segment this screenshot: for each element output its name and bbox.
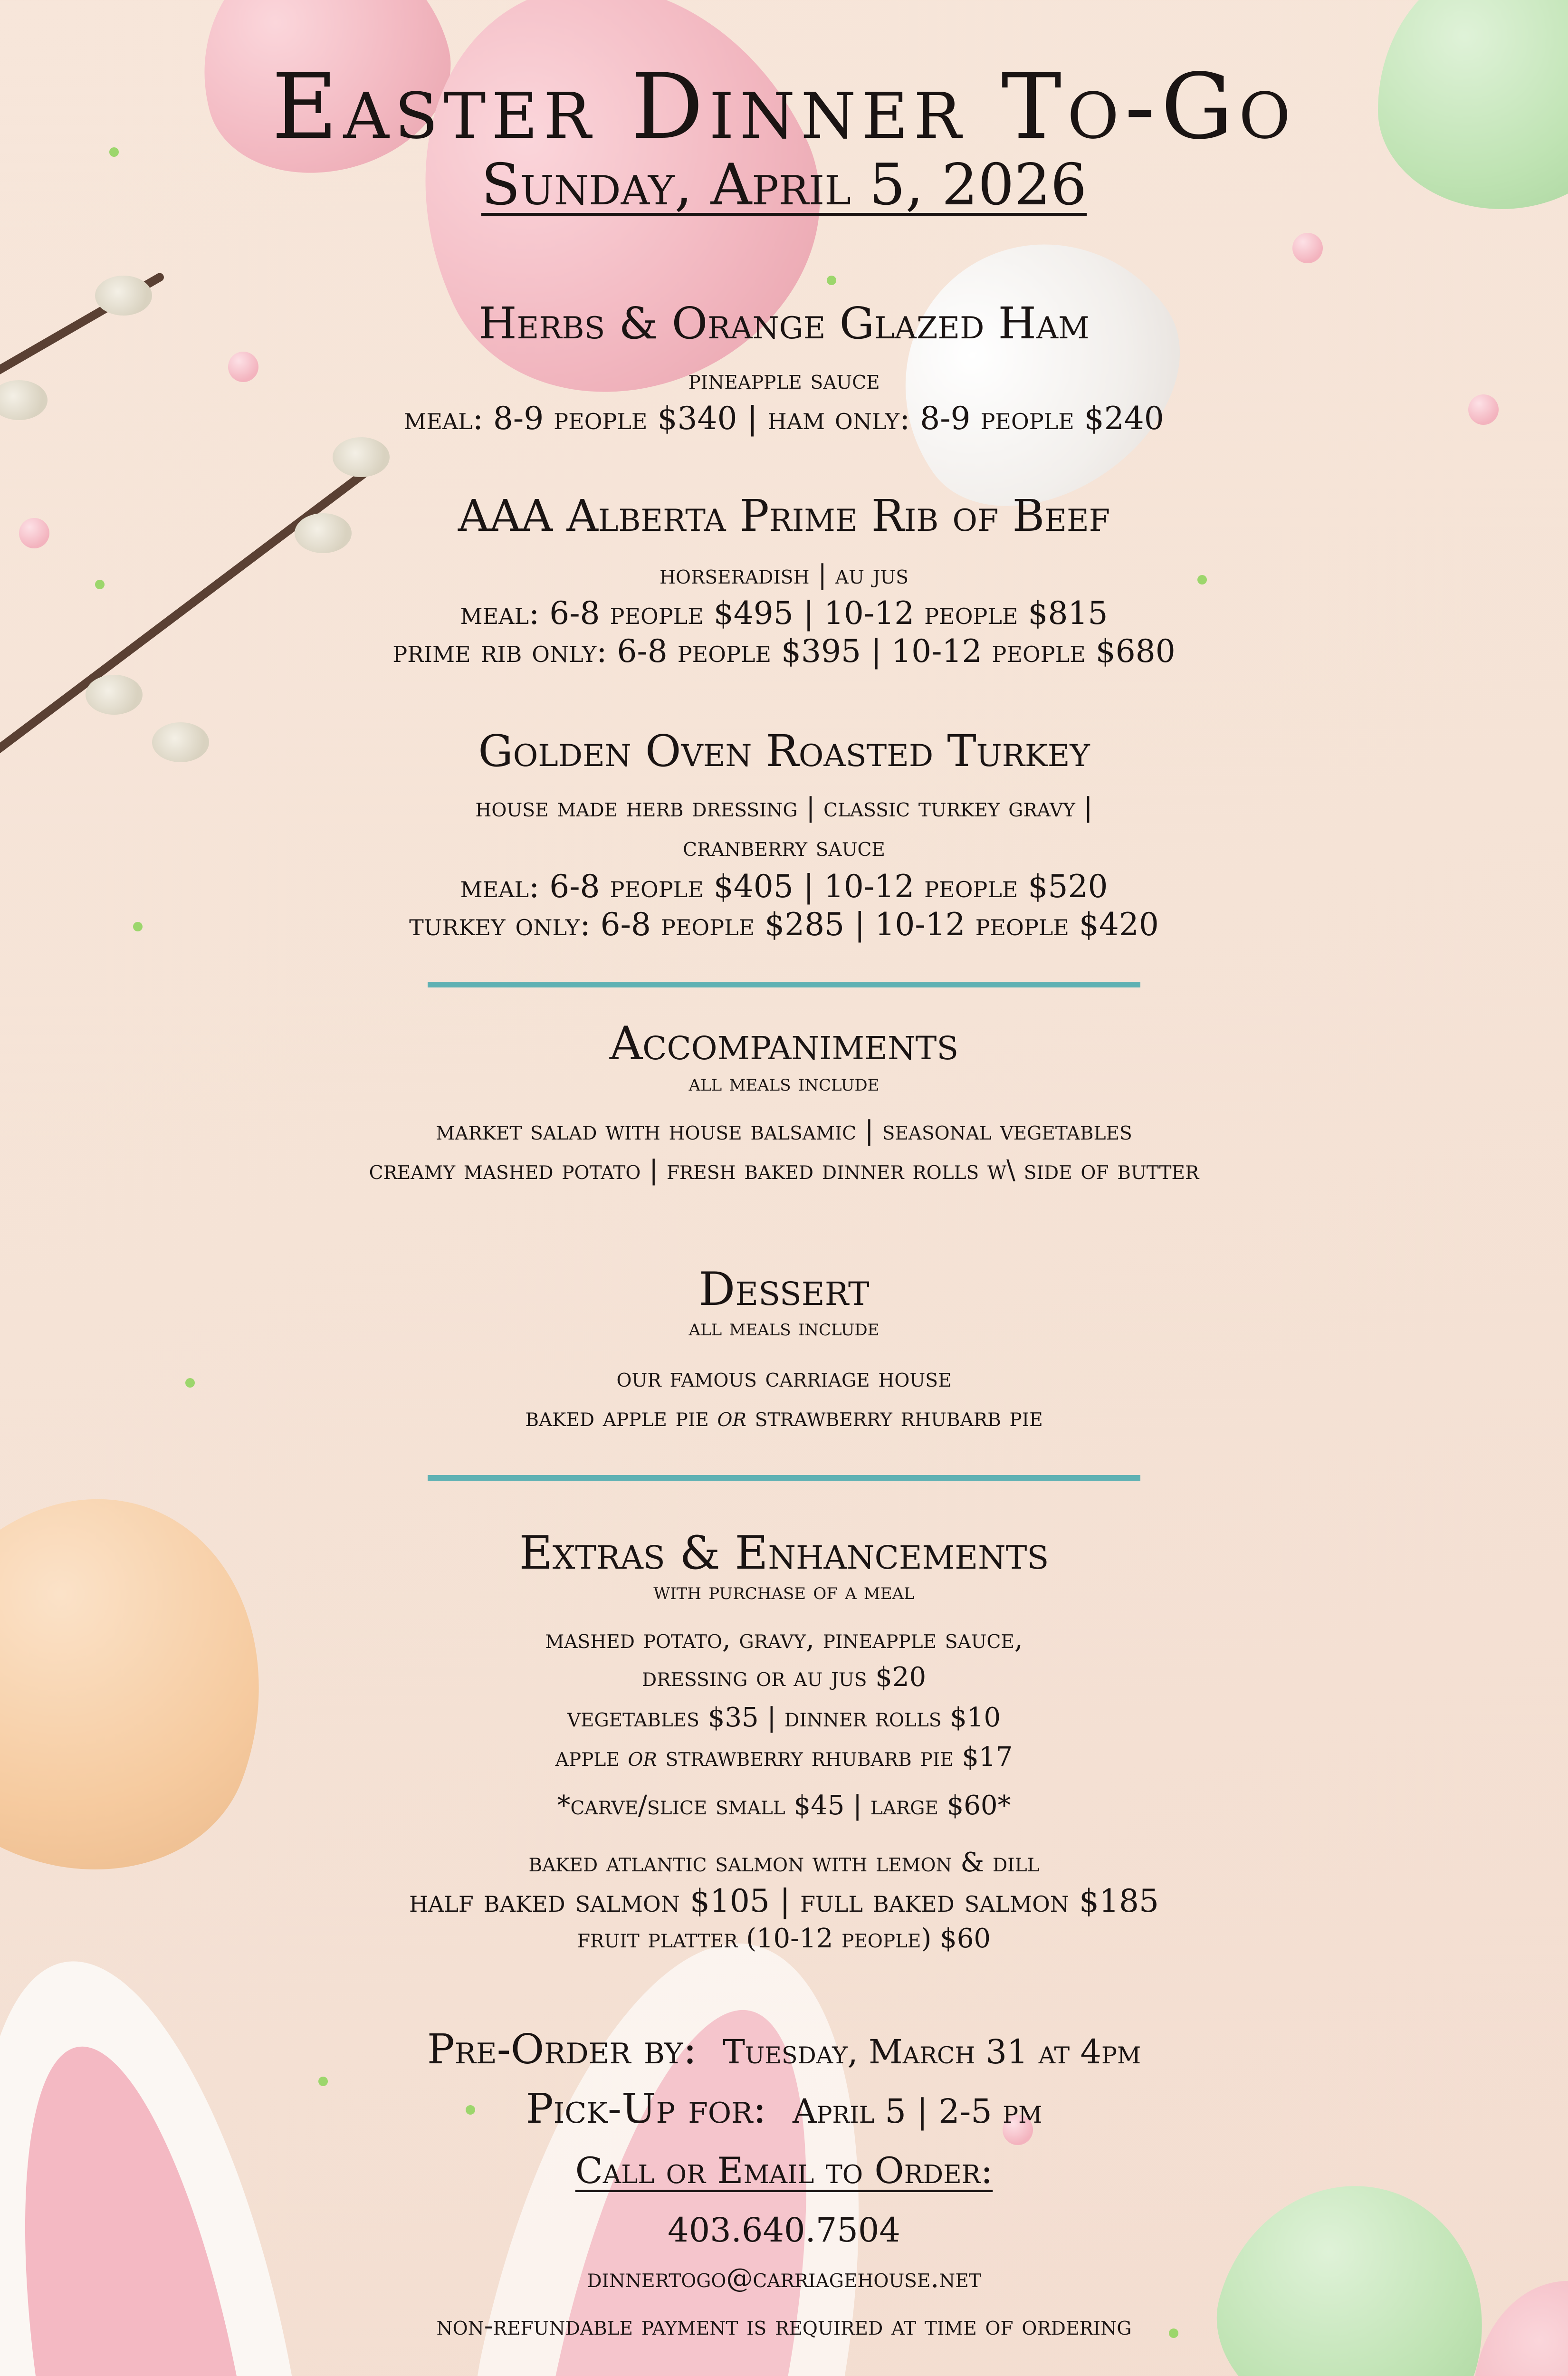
turkey-meal-prices: meal: 6-8 people $405 | 10-12 people $520 — [460, 868, 1108, 905]
extras-subtitle: with purchase of a meal — [653, 1578, 915, 1605]
dessert-subtitle: all meals include — [688, 1314, 880, 1341]
accompaniments-subtitle: all meals include — [688, 1070, 880, 1096]
extras-line-5: *carve/slice small $45 | large $60* — [557, 1790, 1011, 1821]
willow-bud — [333, 437, 390, 477]
beef-title: AAA Alberta Prime Rib of Beef — [458, 490, 1110, 541]
turkey-title: Golden Oven Roasted Turkey — [478, 726, 1090, 776]
sprinkle — [827, 276, 836, 285]
extras-title: Extras & Enhancements — [519, 1526, 1049, 1580]
preorder-line: Pre-Order by: Tuesday, March 31 at 4pm — [427, 2026, 1141, 2073]
sprinkle — [318, 2077, 328, 2086]
page-title: Easter Dinner To-Go — [271, 54, 1297, 159]
extras-line-8: fruit platter (10-12 people) $60 — [577, 1923, 991, 1954]
accompaniments-line-2: creamy mashed potato | fresh baked dinner rolls w\ side of butter — [369, 1155, 1199, 1186]
divider-1 — [428, 982, 1140, 987]
turkey-only-prices: turkey only: 6-8 people $285 | 10-12 people $420 — [409, 906, 1159, 943]
extras-line-2: dressing or au jus $20 — [641, 1662, 927, 1693]
willow-bud — [86, 675, 143, 715]
call-to-order: Call or Email to Order: — [575, 2149, 993, 2192]
dessert-line-1: our famous carriage house — [616, 1362, 952, 1393]
ham-prices: meal: 8-9 people $340 | ham only: 8-9 people $240 — [404, 400, 1164, 437]
dessert-line-2: baked apple pie or strawberry rhubarb pie — [525, 1402, 1043, 1433]
beef-meal-prices: meal: 6-8 people $495 | 10-12 people $815 — [460, 595, 1108, 632]
extras-line-3: vegetables $35 | dinner rolls $10 — [567, 1702, 1001, 1733]
divider-2 — [428, 1475, 1140, 1481]
event-date: Sunday, April 5, 2026 — [481, 152, 1087, 218]
extras-line-1: mashed potato, gravy, pineapple sauce, — [545, 1624, 1023, 1655]
ham-title: Herbs & Orange Glazed Ham — [478, 298, 1090, 349]
turkey-sides-2: cranberry sauce — [683, 832, 885, 862]
beef-only-prices: prime rib only: 6-8 people $395 | 10-12 people $680 — [392, 633, 1176, 670]
turkey-sides-1: house made herb dressing | classic turkey gravy | — [475, 792, 1093, 823]
extras-line-4: apple or strawberry rhubarb pie $17 — [555, 1742, 1013, 1772]
beef-sides: horseradish | au jus — [660, 559, 908, 590]
pickup-line: Pick-Up for: April 5 | 2-5 pm — [526, 2085, 1042, 2133]
pink-bead — [1292, 233, 1323, 263]
extras-line-6: baked atlantic salmon with lemon & dill — [528, 1847, 1040, 1878]
extras-line-7: half baked salmon $105 | full baked salmon $185 — [409, 1883, 1159, 1919]
accompaniments-line-1: market salad with house balsamic | seasonal vegetables — [436, 1115, 1132, 1146]
payment-note: non-refundable payment is required at time of ordering — [436, 2310, 1132, 2341]
dessert-title: Dessert — [698, 1263, 870, 1316]
accompaniments-title: Accompaniments — [609, 1017, 959, 1070]
ham-sauce: pineapple sauce — [688, 364, 880, 395]
email-address[interactable]: dinnertogo@carriagehouse.net — [587, 2263, 981, 2294]
phone-number[interactable]: 403.640.7504 — [668, 2211, 900, 2250]
